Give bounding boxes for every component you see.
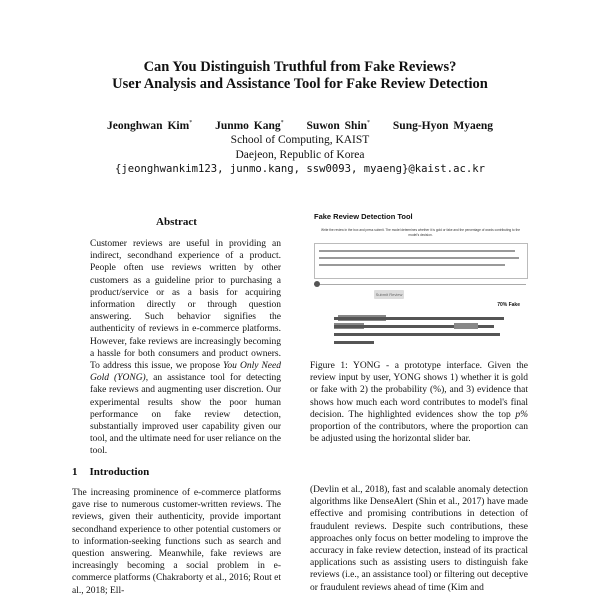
author: Suwon Shin* [306,119,371,132]
figure-caption: Figure 1: YONG - a prototype interface. Given the review input by user, YONG shows 1) whether it is gold or fake with 2) the probability (%), and 3) evidence that shows how much each word contributes to model's final decision. The highlighted evidences show the top p% proportion of the contributors, where the proportion can be adjusted using the horizontal slider bar. [310,361,528,445]
author: Junmo Kang* [215,119,284,132]
author: Sung-Hyon Myaeng [392,119,493,132]
paper-title: Can You Distinguish Truthful from Fake Reviews? User Analysis and Assistance Tool for Fake Review Detection [112,59,488,92]
figure-highlighted-output [334,313,504,349]
author-names [0,116,600,133]
author: Jeonghwan Kim* [106,119,193,132]
figure-slider-handle [314,281,320,287]
figure-slider-track [314,284,526,285]
affiliation: School of Computing, KAIST [230,134,370,147]
abstract-heading: Abstract [156,216,197,228]
section-heading: 1 Introduction [72,466,150,478]
figure-review-input [314,243,528,279]
abstract-text: Customer reviews are useful in providing an indirect, secondhand experience of a product. People often use reviews written by other customers as a guideline prior to purchasing a product/service or as a basis for acquiring information directly or through question answering. Such behavior signifies the authenticity of reviews in e-commerce platforms. However, fake reviews are increasingly becoming a hassle for both consumers and product owners. To address this issue, we propose You Only Need Gold (YONG), an assistance tool for detecting fake reviews and augmenting user discretion. Our experimental results show the poor human performance on fake review detection, substantially improved user capability given our tool, and the ultimate need for user reliance on the tool. [90,239,281,457]
author-block [0,116,600,177]
right-column-text: (Devlin et al., 2018), fast and scalable anomaly detection algorithms like DenseAlert (Shin et al., 2017) have made effective and promising contributions in detection of fraudulent reviews. Despite such contributions, these approaches only focus on better modeling to improve the accuracy in fake review detection, instead of its practical applications such as assisting users to distinguish fake reviews (i.e., an assistance tool) or filtering out deceptive or fraudulent reviews ahead of time (Kim and [310,485,528,593]
author-emails: {jeonghwankim123, junmo.kang, ssw0093, myaeng}@kaist.ac.kr [115,163,485,176]
figure-result: 70% Fake [497,302,520,308]
introduction-text: The increasing prominence of e-commerce platforms gave rise to numerous customer-written reviews. The reviews, given their authenticity, provide important secondhand experience to other potential customers or to information-seeking functions such as search and question answering. Meanwhile, fake reviews are increasingly becoming a social problem in e-commerce platforms (Chakraborty et al., 2016; Rout et al., 2018; Ell- [72,488,281,596]
figure-instruction: Write the review in the box and press submit. The model determines whether it is gold or fake and the percentage of words contributing to the model's decision. [320,228,521,237]
location: Daejeon, Republic of Korea [235,148,365,161]
figure-tool-title: Fake Review Detection Tool [314,212,413,221]
figure-submit-button: Submit Review [375,292,403,297]
figure-yong-interface [310,206,528,352]
